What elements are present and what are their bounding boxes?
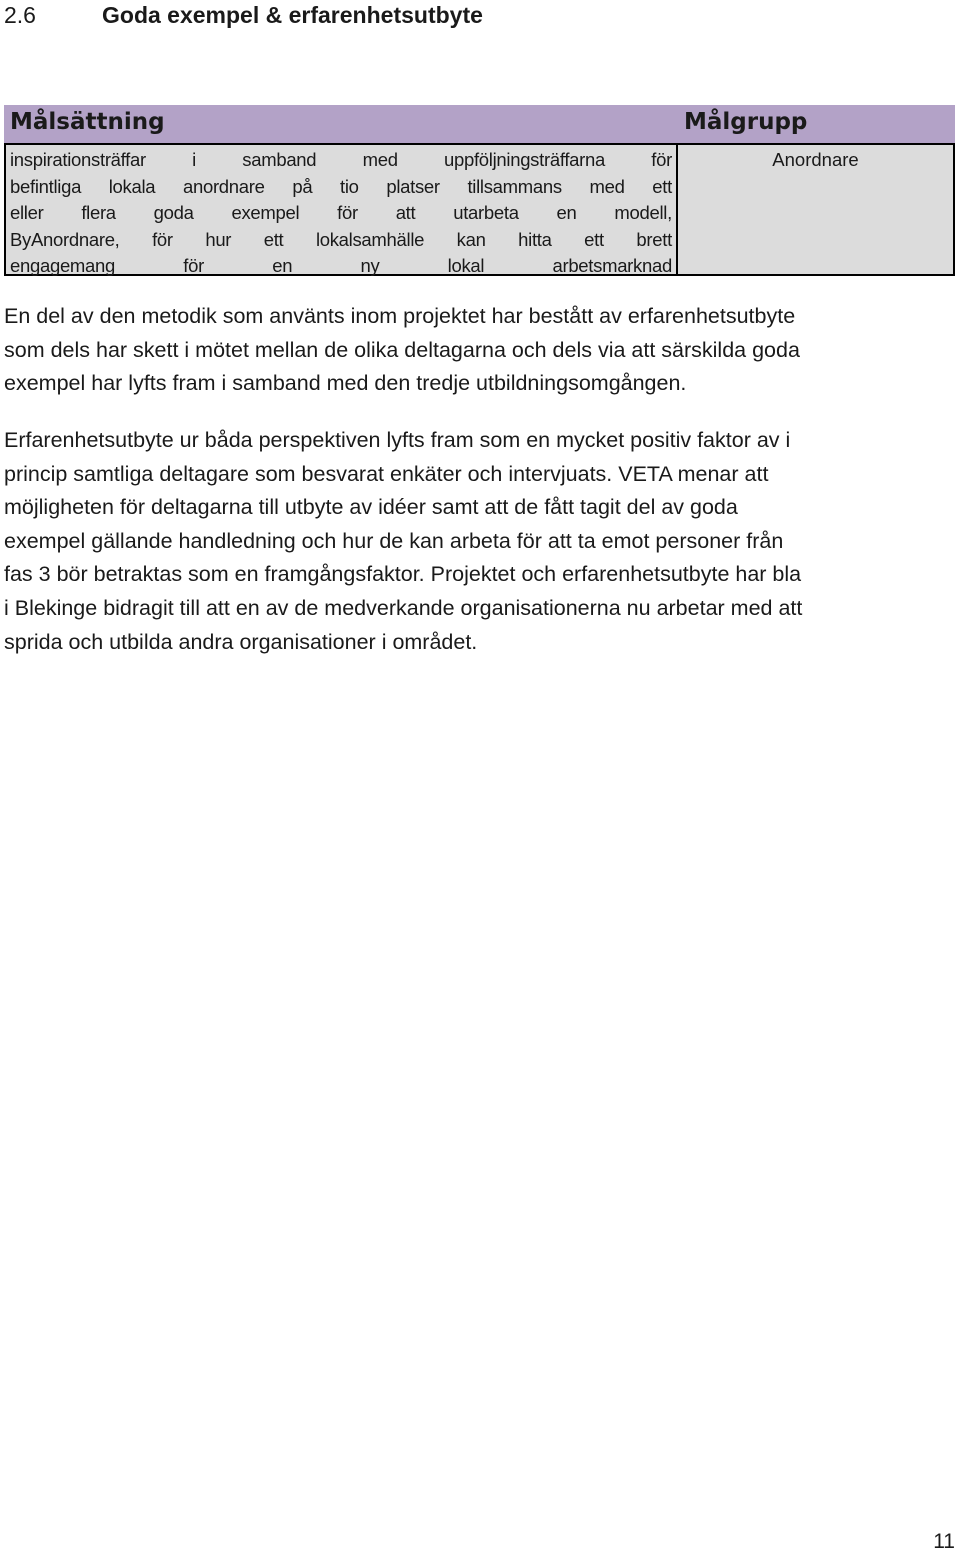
goal-line [10,227,672,254]
goal-word: hitta [518,228,552,250]
goal-word: anordnare [182,175,265,197]
paragraph-methodology [4,300,954,401]
paragraph-experience [4,424,954,659]
goal-word: arbetsmarknad [552,255,672,277]
paragraph-line: som dels har skett i mötet mellan de olika deltagarna och dels via att särskilda goda [4,337,800,362]
goal-table [4,105,955,276]
goal-word: lokalsamhälle [315,228,425,250]
goal-word: ny [360,255,380,277]
goal-word: för [183,255,204,277]
paragraph-line: exempel har lyfts fram i samband med den tredje utbildningsomgången. [4,371,687,396]
goal-word: tillsammans [467,175,562,197]
goal-word: inspirationsträffar [10,149,146,170]
goal-line [10,200,672,227]
goal-line [10,253,672,280]
goal-word: en [272,255,293,277]
table-row [4,143,955,276]
goal-word: för [651,149,672,170]
section-number: 2.6 [4,2,36,28]
goal-word: tio [340,175,359,197]
target-group-cell: Anordnare [772,149,859,170]
goal-word: att [395,202,416,224]
goal-word: en [556,202,577,224]
paragraph-line: i Blekinge bidragit till att en av de medverkande organisationerna nu arbetar med att [4,595,803,620]
goal-line [10,147,672,174]
paragraph-line: möjligheten för deltagarna till utbyte av idéer samt att de fått tagit del av goda [4,495,738,520]
goal-word: platser [386,175,440,197]
paragraph-line: exempel gällande handledning och hur de kan arbeta för att ta emot personer från [4,528,784,553]
paragraph-line: fas 3 bör betraktas som en framgångsfaktor. Projektet och erfarenhetsutbyte har bla [4,562,802,587]
goal-word: befintliga [10,175,82,197]
goal-word: uppföljningsträffarna [443,149,605,170]
goal-word: utarbeta [453,202,519,224]
goal-word: hur [205,228,232,250]
goal-word: lokal [447,255,485,277]
goal-word: flera [81,202,116,224]
paragraph-line: Erfarenhetsutbyte ur båda perspektiven lyfts fram som en mycket positiv faktor av i [4,428,791,452]
goal-word: brett [636,228,672,250]
goal-word: med [589,175,625,197]
goal-word: för [152,228,173,250]
paragraph-line: sprida och utbilda andra organisationer i området. [4,629,478,654]
header-malgrupp: Målgrupp [684,109,808,135]
goal-word: eller [10,202,44,224]
goal-word: för [337,202,358,224]
section-title: Goda exempel & erfarenhetsutbyte [102,2,483,28]
page-number: 11 [933,1530,955,1553]
goal-line [10,174,672,201]
goal-word: ett [652,175,672,197]
goal-word: samband [242,149,317,170]
goal-cell [6,145,678,277]
goal-word: goda [153,202,194,224]
goal-word: exempel [231,202,300,224]
goal-word: engagemang [10,255,116,277]
paragraph-line: princip samtliga deltagare som besvarat enkäter och intervjuats. VETA menar att [4,461,769,486]
table-header-row [4,105,955,143]
goal-word: med [362,149,398,170]
goal-word: ett [263,228,284,250]
goal-word: modell, [614,202,672,224]
goal-word: på [292,175,313,197]
goal-word: lokala [108,175,156,197]
goal-word: ett [584,228,604,250]
goal-word: kan [456,228,486,250]
section-heading [4,0,483,30]
header-malsattning: Målsättning [10,109,165,135]
goal-word: ByAnordnare, [10,228,120,250]
paragraph-line: En del av den metodik som använts inom projektet har bestått av erfarenhetsutbyte [4,304,796,328]
goal-word: i [192,149,196,170]
